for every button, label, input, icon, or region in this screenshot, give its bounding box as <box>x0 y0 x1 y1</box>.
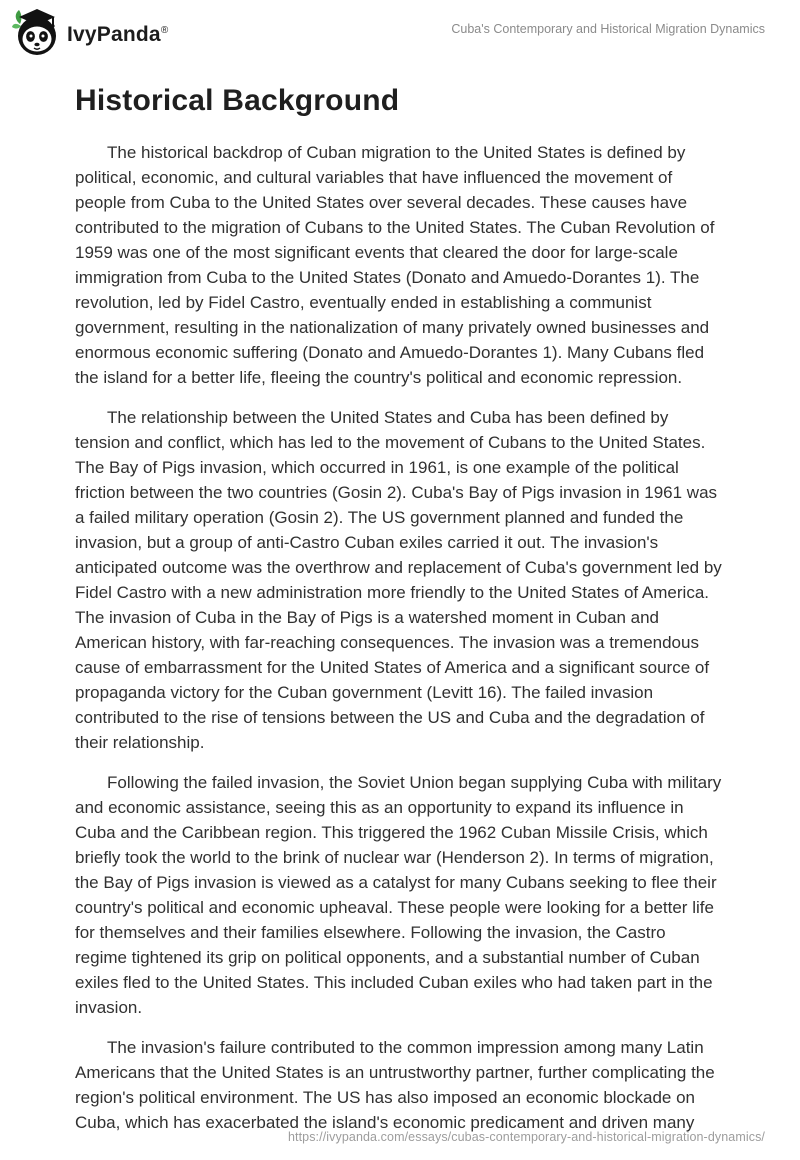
article-body <box>75 140 722 1135</box>
paragraph: Following the failed invasion, the Soviet Union began supplying Cuba with military and economic assistance, seeing this as an opportunity to expand its influence in Cuba and the Caribbean region. This triggered the 1962 Cuban Missile Crisis, which briefly took the world to the brink of nuclear war (Henderson 2). In terms of migration, the Bay of Pigs invasion is viewed as a catalyst for many Cubans seeking to flee their country's political and economic upheaval. These people were looking for a better life for themselves and their families elsewhere. Following the invasion, the Castro regime tightened its grip on political opponents, and a substantial number of Cuban exiles fled to the United States. This included Cuban exiles who had taken part in the invasion. <box>75 773 722 1017</box>
paragraph: The historical backdrop of Cuban migration to the United States is defined by political, economic, and cultural variables that have influenced the movement of people from Cuba to the United States over several decades. These causes have contributed to the migration of Cubans to the United States. The Cuban Revolution of 1959 was one of the most significant events that cleared the door for large-scale immigration from Cuba to the United States (Donato and Amuedo-Dorantes 1). The revolution, led by Fidel Castro, eventually ended in establishing a communist government, resulting in the nationalization of many privately owned businesses and enormous economic suffering (Donato and Amuedo-Dorantes 1). Many Cubans fled the island for a better life, fleeing the country's political and economic repression. <box>75 143 715 387</box>
ivypanda-logo-icon <box>12 8 58 61</box>
paragraph: The relationship between the United States and Cuba has been defined by tension and conflict, which has led to the movement of Cubans to the United States. The Bay of Pigs invasion, which occurred in 1961, is one example of the political friction between the two countries (Gosin 2). Cuba's Bay of Pigs invasion in 1961 was a failed military operation (Gosin 2). The US government planned and funded the invasion, but a group of anti-Castro Cuban exiles carried it out. The invasion's anticipated outcome was the overthrow and replacement of Cuba's government led by Fidel Castro with a new administration more friendly to the United States of America. The invasion of Cuba in the Bay of Pigs is a watershed moment in Cuban and American history, with far-reaching consequences. The invasion was a tremendous cause of embarrassment for the United States of America and a significant source of propaganda victory for the Cuban government (Levitt 16). The failed invasion contributed to the rise of tensions between the US and Cuba and the degradation of their relationship. <box>75 408 722 752</box>
source-url: https://ivypanda.com/essays/cubas-contemporary-and-historical-migration-dynamics/ <box>287 1130 765 1144</box>
brand-name: IvyPanda® <box>67 22 169 46</box>
article <box>0 84 800 1135</box>
paragraph: The invasion's failure contributed to the common impression among many Latin Americans that the United States is an untrustworthy partner, further complicating the region's political environment. The US has also imposed an economic blockade on Cuba, which has exacerbated the island's economic predicament and driven many <box>75 1038 715 1132</box>
document-title: Cuba's Contemporary and Historical Migration Dynamics <box>451 22 765 36</box>
ivypanda-logo-link[interactable] <box>12 8 168 61</box>
header <box>0 0 800 62</box>
page-title: Historical Background <box>75 84 400 117</box>
registered-mark: ® <box>160 24 169 36</box>
